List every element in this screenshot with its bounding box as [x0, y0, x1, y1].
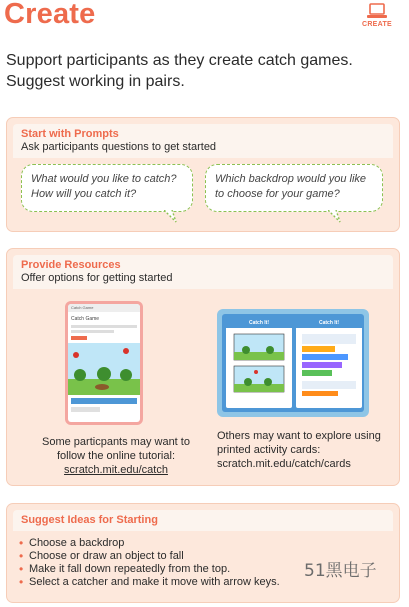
list-item: • Choose or draw an object to fall: [19, 550, 387, 563]
resources-title: Provide Resources: [21, 259, 121, 271]
phone-title: Catch Game: [71, 316, 100, 322]
code-block: [302, 362, 342, 368]
code-block: [302, 391, 338, 396]
cards-link[interactable]: scratch.mit.edu/catch/cards: [217, 458, 351, 470]
activity-cards-image: [217, 309, 369, 417]
activity-card-title: Catch It!: [296, 318, 362, 328]
game-preview-image: [68, 343, 140, 395]
intro-text: Support participants as they create catch games. Suggest working in pairs.: [6, 52, 353, 90]
tablet-screen: [222, 314, 364, 412]
tutorial-link[interactable]: scratch.mit.edu/catch: [64, 464, 168, 476]
card-block: [302, 334, 356, 344]
cards-caption-text: Others may want to explore using printed activity cards:: [217, 430, 381, 456]
ideas-card: [6, 503, 400, 603]
list-item: • Select a catcher and make it move with arrow keys.: [19, 576, 387, 589]
tutorial-caption-text: Some particpants may want to follow the online tutorial:: [42, 436, 190, 462]
create-badge: [357, 3, 397, 28]
speech-tail-icon: [328, 210, 342, 224]
phone-header: Catch Game: [68, 304, 140, 312]
phone-line: [71, 407, 100, 412]
prompts-title: Start with Prompts: [21, 128, 119, 140]
speech-bubble: [21, 164, 193, 212]
phone-line: [71, 325, 137, 328]
phone-screen: [68, 304, 140, 422]
cards-caption: [217, 429, 392, 471]
code-block: [302, 370, 332, 376]
speech-tail-icon: [164, 210, 178, 224]
laptop-icon: [366, 3, 388, 19]
watermark: 51黑电子: [304, 561, 377, 581]
activity-card: [296, 318, 362, 408]
list-item: • Choose a backdrop: [19, 537, 387, 550]
card-preview-image: [226, 328, 292, 398]
resources-card: [6, 248, 400, 486]
speech-bubble-text: What would you like to catch? How will you catch it?: [31, 173, 177, 200]
list-item: • Make it fall down repeatedly from the top.: [19, 563, 387, 576]
code-block: [302, 346, 335, 352]
create-badge-label: CREATE: [361, 21, 393, 28]
tutorial-caption: [31, 435, 201, 477]
phone-line: [71, 330, 114, 333]
prompts-card: [6, 117, 400, 232]
page-title: Create: [4, 0, 96, 30]
resources-card-header: [13, 255, 393, 289]
speech-bubble-text: Which backdrop would you like to choose for your game?: [215, 173, 367, 200]
activity-card-title: Catch It!: [226, 318, 292, 328]
code-block: [302, 354, 348, 360]
ideas-card-header: [13, 510, 393, 531]
prompts-subtitle: Ask participants questions to get started: [21, 141, 217, 153]
prompts-card-header: [13, 124, 393, 158]
phone-tag: [71, 336, 87, 340]
ideas-title: Suggest Ideas for Starting: [21, 514, 158, 526]
activity-card: [226, 318, 292, 408]
phone-start-bar: [71, 398, 137, 404]
tutorial-phone-image: [65, 301, 143, 425]
resources-subtitle: Offer options for getting started: [21, 272, 173, 284]
speech-bubble: [205, 164, 383, 212]
card-block: [302, 381, 356, 389]
